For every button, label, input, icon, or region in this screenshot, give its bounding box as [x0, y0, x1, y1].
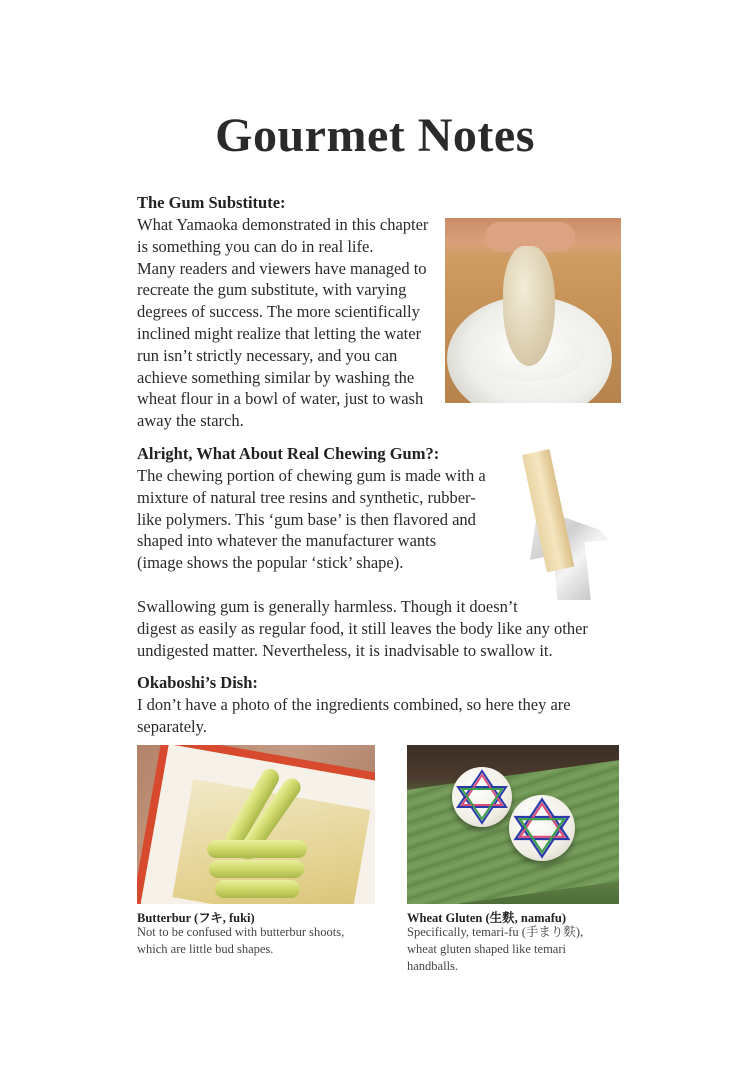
wheat-gluten-caption-title: Wheat Gluten (生麩, namafu) — [407, 911, 567, 925]
section-heading-real-gum: Alright, What About Real Chewing Gum?: — [137, 444, 440, 463]
text-line: (image shows the popular ‘stick’ shape). — [137, 553, 404, 573]
text-line: The chewing portion of chewing gum is made with a — [137, 466, 486, 485]
gum-substitute-paragraph — [137, 214, 428, 432]
text-line: away the starch. — [137, 411, 244, 431]
page-title: Gourmet Notes — [215, 109, 535, 162]
chewing-gum-photo — [510, 455, 618, 605]
text-line: is something you can do in real life. — [137, 236, 374, 256]
section-heading-okaboshi: Okaboshi’s Dish: — [137, 673, 258, 692]
text-line: I don’t have a photo of the ingredients combined, so here they are — [137, 695, 571, 714]
text-line: separately. — [137, 716, 207, 736]
text-line: wheat flour in a bowl of water, just to wash — [137, 389, 424, 409]
text-line: Many readers and viewers have managed to — [137, 258, 427, 278]
butterbur-caption — [137, 924, 344, 958]
temari-fu-ball — [509, 795, 575, 861]
caption-line: Specifically, temari-fu (手まり麩), — [407, 925, 584, 939]
caption-line: wheat gluten shaped like temari — [407, 942, 566, 956]
caption-line: which are little bud shapes. — [137, 942, 274, 956]
butterbur-stalk — [207, 840, 307, 858]
text-line: inclined might realize that letting the water — [137, 323, 422, 343]
text-line: degrees of success. The more scientifically — [137, 302, 420, 322]
section-heading-gum-substitute: The Gum Substitute: — [137, 193, 286, 212]
butterbur-stalk — [215, 880, 300, 898]
text-line: run isn’t strictly necessary, and you can — [137, 345, 398, 365]
text-line: shaped into whatever the manufacturer wants — [137, 531, 437, 551]
text-line: achieve something similar by washing the — [137, 367, 415, 387]
caption-line: handballs. — [407, 959, 459, 973]
butterbur-stalk — [209, 860, 304, 878]
caption-line: Not to be confused with butterbur shoots, — [137, 925, 345, 939]
butterbur-caption-title: Butterbur (フキ, fuki) — [137, 911, 255, 925]
dough-shape — [503, 246, 555, 366]
text-line: What Yamaoka demonstrated in this chapter — [137, 215, 429, 234]
temari-fu-ball — [452, 767, 512, 827]
gum-stick-shape — [522, 449, 574, 572]
text-line: mixture of natural tree resins and synthetic, rubber- — [137, 487, 476, 507]
text-line: recreate the gum substitute, with varying — [137, 280, 407, 300]
text-line: Swallowing gum is generally harmless. Though it doesn’t — [137, 597, 518, 616]
text-line: like polymers. This ‘gum base’ is then flavored and — [137, 509, 476, 529]
real-gum-paragraph — [137, 465, 486, 574]
text-line: digest as easily as regular food, it still leaves the body like any other — [137, 618, 588, 638]
butterbur-photo — [137, 745, 375, 904]
text-line: undigested matter. Nevertheless, it is inadvisable to swallow it. — [137, 640, 553, 660]
wheat-gluten-photo — [407, 745, 619, 904]
gum-substitute-photo — [445, 218, 621, 403]
okaboshi-paragraph — [137, 694, 571, 738]
wheat-gluten-caption — [407, 924, 583, 975]
swallowing-paragraph — [137, 596, 588, 661]
